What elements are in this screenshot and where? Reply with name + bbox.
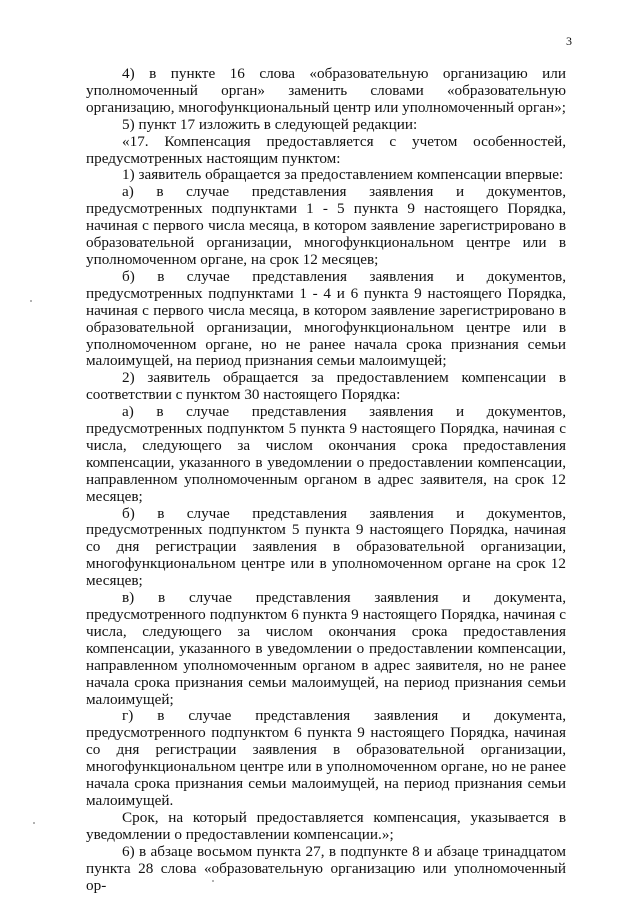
paragraph-subitem-1a: а) в случае представления заявления и документов, предусмотренных подпунктами 1 - 5 пункта 9 настоящего Порядка, начиная с первого числа месяца, в котором заявление зарегистрировано в образовательной организации, многофункциональном центре или в уполномоченном органе, на срок 12 месяцев; bbox=[86, 183, 566, 268]
paragraph-subitem-2g: г) в случае представления заявления и документа, предусмотренного подпунктом 6 пункта 9 настоящего Порядка, начиная со дня регистрации заявления в образовательной организации, многофункциональном центре или в уполномоченном органе, но не ранее начала срока признания семьи малоимущей, на период признания семьи малоимущей. bbox=[86, 707, 566, 809]
paragraph-item-5: 5) пункт 17 изложить в следующей редакции: bbox=[122, 115, 418, 133]
paragraph-subitem-2: 2) заявитель обращается за предоставлением компенсации в соответствии с пунктом 30 настоящего Порядка: bbox=[86, 369, 566, 404]
document-body bbox=[86, 66, 566, 894]
paragraph-point-17-intro: «17. Компенсация предоставляется с учетом особенностей, предусмотренных настоящим пунктом: bbox=[86, 132, 566, 167]
scan-speck bbox=[30, 300, 32, 302]
paragraph-item-6: 6) в абзаце восьмом пункта 27, в подпункте 8 и абзаце тринадцатом пункта 28 слова «образовательную организацию или уполномоченный ор- bbox=[86, 842, 566, 894]
paragraph-item-4: 4) в пункте 16 слова «образовательную организацию или уполномоченный орган» заменить словами «образовательную организацию, многофункциональный центр или уполномоченный орган»; bbox=[86, 65, 566, 116]
paragraph-subitem-2v: в) в случае представления заявления и документа, предусмотренного подпунктом 6 пункта 9 настоящего Порядка, начиная с числа, следующего за числом окончания срока предоставления компенсации, указанного в уведомлении о предоставлении компенсации, направленном уполномоченным органом в адрес заявителя, но не ранее начала срока признания семьи малоимущей, на период признания семьи малоимущей; bbox=[86, 589, 566, 708]
page-number: 3 bbox=[566, 34, 572, 48]
paragraph-subitem-1b: б) в случае представления заявления и документов, предусмотренных подпунктами 1 - 4 и 6 пункта 9 настоящего Порядка, начиная с первого числа месяца, в котором заявление зарегистрировано в образовательной организации, многофункциональном центре или в уполномоченном органе, но не ранее начала срока признания семьи малоимущей, на период признания семьи малоимущей; bbox=[86, 267, 566, 370]
scan-speck bbox=[33, 822, 35, 824]
paragraph-subitem-2b: б) в случае представления заявления и документов, предусмотренных подпунктом 5 пункта 9 настоящего Порядка, начиная со дня регистрации заявления в образовательной организации, многофункциональном центре или в уполномоченном органе на срок 12 месяцев; bbox=[86, 504, 566, 590]
paragraph-subitem-2a: а) в случае представления заявления и документов, предусмотренных подпунктом 5 пункта 9 настоящего Порядка, начиная с числа, следующего за числом окончания срока предоставления компенсации, указанного в уведомлении о предоставлении компенсации, направленном уполномоченным органом в адрес заявителя, на срок 12 месяцев; bbox=[86, 403, 566, 505]
scan-speck bbox=[212, 880, 214, 882]
paragraph-term-note: Срок, на который предоставляется компенсация, указывается в уведомлении о предоставлении компенсации.»; bbox=[86, 808, 566, 843]
paragraph-subitem-1: 1) заявитель обращается за предоставлением компенсации впервые: bbox=[122, 166, 564, 184]
